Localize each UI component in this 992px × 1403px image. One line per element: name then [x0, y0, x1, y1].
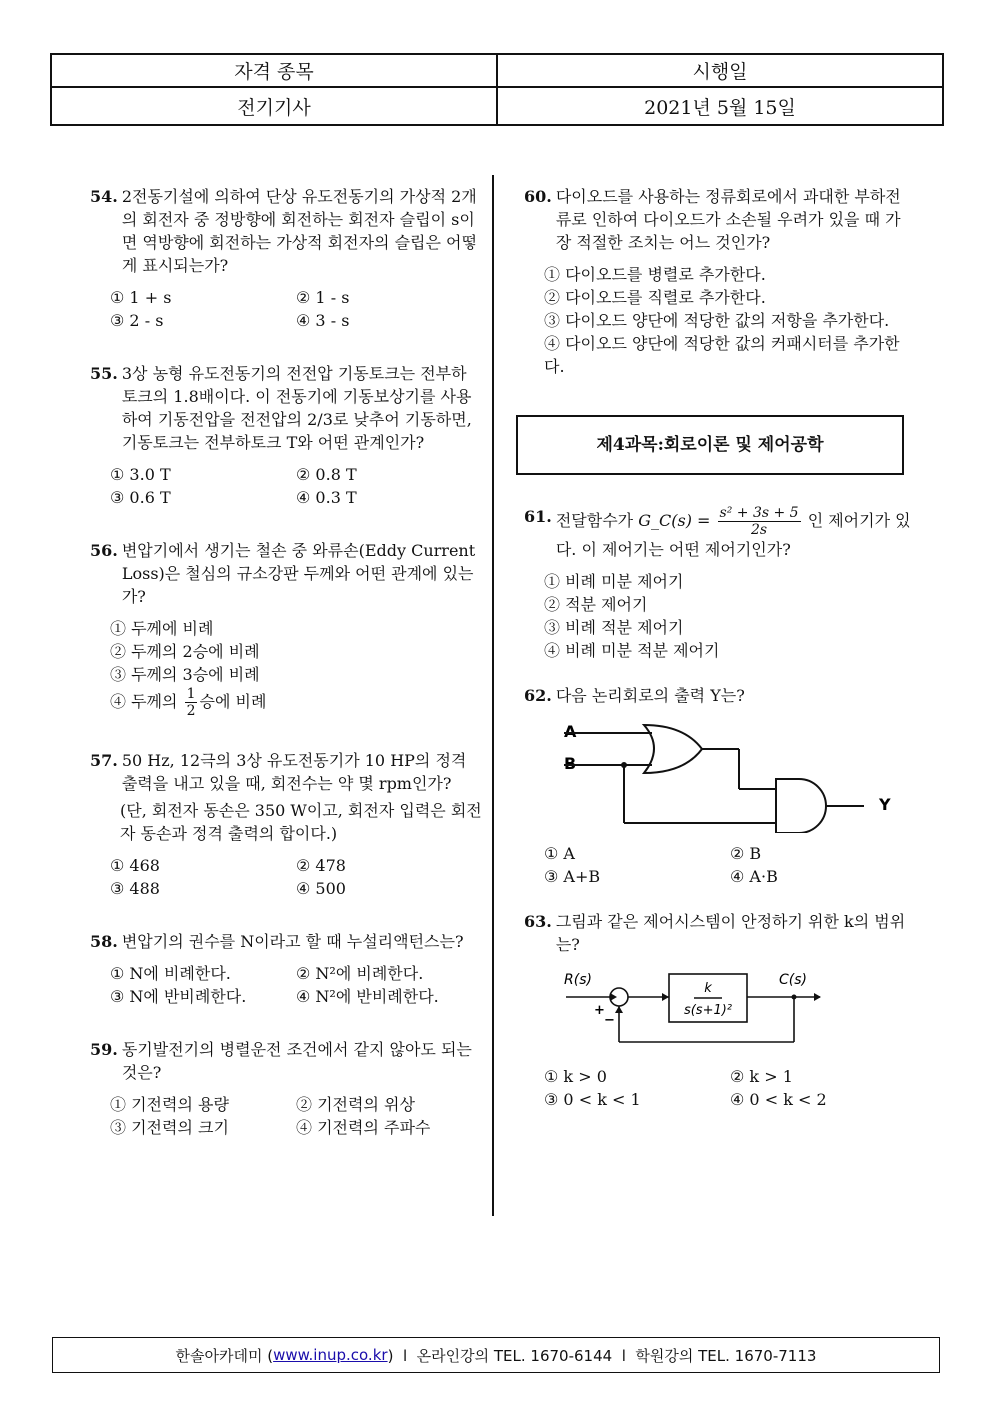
- question-63: [524, 910, 914, 1111]
- question-text-post: 인 제어기가 있다. 이 제어기는 어떤 제어기인가?: [555, 511, 911, 559]
- fraction-denominator: 2s: [751, 522, 768, 538]
- question-60: [524, 185, 914, 378]
- question-text: 그림과 같은 제어시스템이 안정하기 위한 k의 범위는?: [555, 912, 906, 954]
- option-4: ④ 0 < k < 2: [730, 1090, 827, 1109]
- section-title-box: [516, 415, 904, 475]
- question-number: 63.: [524, 912, 552, 931]
- question-58: [90, 930, 482, 1008]
- option-3: ③ 기전력의 크기: [110, 1118, 229, 1137]
- fraction-numerator: 1: [186, 686, 196, 702]
- question-55: [90, 362, 482, 509]
- header-value-date: 2021년 5월 15일: [497, 87, 943, 125]
- option-2: ② N²에 비례한다.: [296, 964, 424, 983]
- option-2: ② 1 - s: [296, 288, 350, 307]
- right-column: [524, 185, 914, 1133]
- option-1: ① k > 0: [544, 1067, 607, 1086]
- option-2: ② B: [730, 844, 762, 863]
- header-table: [50, 53, 944, 126]
- option-3: ③ A+B: [544, 867, 601, 886]
- header-label-date: 시행일: [497, 54, 943, 87]
- question-number: 58.: [90, 932, 118, 951]
- question-59: [90, 1038, 482, 1139]
- option-3: ③ 0 < k < 1: [544, 1090, 641, 1109]
- option-3: ③ 두께의 3승에 비례: [110, 665, 260, 684]
- question-number: 59.: [90, 1040, 118, 1059]
- block-numerator: k: [704, 981, 712, 996]
- option-2: ② 기전력의 위상: [296, 1095, 415, 1114]
- option-4: ④ 다이오드 양단에 적당한 값의 커패시터를 추가한다.: [544, 334, 900, 376]
- question-62: [524, 684, 914, 888]
- input-label-b: B: [564, 754, 577, 773]
- question-text: [556, 505, 914, 561]
- transfer-function-fraction: [718, 505, 801, 538]
- block-denominator: s(s+1)²: [683, 1003, 733, 1018]
- option-4: ④ A·B: [730, 867, 778, 886]
- option-1: ① 1 + s: [110, 288, 172, 307]
- question-text: 변압기의 권수를 N이라고 할 때 누설리액턴스는?: [121, 932, 464, 951]
- question-number: 60.: [524, 187, 552, 206]
- question-text: 다음 논리회로의 출력 Y는?: [555, 686, 745, 705]
- question-text-pre: 전달함수가: [555, 511, 639, 530]
- feedback-block-diagram: [524, 962, 824, 1057]
- question-56: [90, 539, 482, 719]
- option-1: ① 다이오드를 병렬로 추가한다.: [544, 265, 766, 284]
- input-label-a: A: [564, 722, 577, 741]
- option-2: ② 적분 제어기: [544, 595, 648, 614]
- fraction-one-half: [185, 686, 198, 719]
- junction-dot: [621, 762, 627, 768]
- option-4-prefix: ④ 두께의: [110, 692, 178, 711]
- option-3: ③ N에 반비례한다.: [110, 987, 247, 1006]
- question-number: 56.: [90, 541, 118, 560]
- option-4: [110, 686, 470, 719]
- option-4: ④ N²에 반비례한다.: [296, 987, 439, 1006]
- and-gate: [776, 779, 826, 833]
- fraction-denominator: 2: [186, 703, 196, 719]
- transfer-function-label: G_C(s) =: [638, 511, 711, 530]
- option-4: ④ 0.3 T: [296, 488, 357, 507]
- option-1: ① 기전력의 용량: [110, 1095, 229, 1114]
- option-3: ③ 비례 적분 제어기: [544, 618, 684, 637]
- or-gate: [644, 725, 702, 773]
- question-text: 변압기에서 생기는 철손 중 와류손(Eddy Current Loss)은 철심의 규소강판 두께와 어떤 관계에 있는가?: [121, 541, 476, 606]
- question-text: 3상 농형 유도전동기의 전전압 기동토크는 전부하토크의 1.8배이다. 이 전동기에 기동보상기를 사용하여 기동전압을 전전압의 2/3로 낮추어 기동하면, 기동토크는 전부하토크 T와 어떤 관계인가?: [121, 364, 472, 452]
- option-3: ③ 2 - s: [110, 311, 164, 330]
- logic-circuit-diagram: [524, 713, 904, 833]
- option-1: ① 3.0 T: [110, 465, 171, 484]
- option-2: ② k > 1: [730, 1067, 793, 1086]
- question-57: [90, 749, 482, 900]
- option-1: ① N에 비례한다.: [110, 964, 231, 983]
- input-label: R(s): [564, 972, 592, 988]
- question-number: 62.: [524, 686, 552, 705]
- option-4: ④ 500: [296, 879, 346, 898]
- option-2: ② 두께의 2승에 비례: [110, 642, 260, 661]
- question-text: 50 Hz, 12극의 3상 유도전동기가 10 HP의 정격 출력을 내고 있을 때, 회전수는 약 몇 rpm인가?: [121, 751, 467, 793]
- fraction-numerator: s² + 3s + 5: [719, 505, 799, 521]
- option-3: ③ 다이오드 양단에 적당한 값의 저항을 추가한다.: [544, 311, 890, 330]
- question-54: [90, 185, 482, 332]
- footer: [52, 1337, 940, 1373]
- option-4: ④ 기전력의 주파수: [296, 1118, 431, 1137]
- question-number: 55.: [90, 364, 118, 383]
- question-number: 61.: [524, 507, 552, 526]
- option-3: ③ 488: [110, 879, 160, 898]
- option-1: ① 비례 미분 제어기: [544, 572, 684, 591]
- header-value-subject: 전기기사: [51, 87, 497, 125]
- option-4: ④ 비례 미분 적분 제어기: [544, 641, 720, 660]
- question-number: 57.: [90, 751, 118, 770]
- footer-website-link[interactable]: www.inup.co.kr: [273, 1346, 388, 1364]
- question-text: 2전동기설에 의하여 단상 유도전동기의 가상적 2개의 회전자 중 정방향에 회전하는 회전자 슬립이 s이면 역방향에 회전하는 가상적 회전자의 슬립은 어떻게 표시되는가?: [121, 187, 477, 275]
- left-column: [90, 185, 482, 1161]
- option-1: ① A: [544, 844, 575, 863]
- footer-name: 한솔아카데미 (: [175, 1346, 274, 1365]
- option-2: ② 0.8 T: [296, 465, 357, 484]
- plus-sign: +: [594, 1003, 605, 1018]
- option-1: ① 468: [110, 856, 160, 875]
- minus-sign: −: [604, 1013, 615, 1028]
- output-label: C(s): [779, 972, 807, 988]
- question-text: 동기발전기의 병렬운전 조건에서 같지 않아도 되는 것은?: [121, 1040, 472, 1082]
- option-4: ④ 3 - s: [296, 311, 350, 330]
- output-label-y: Y: [879, 795, 891, 814]
- question-text: 다이오드를 사용하는 정류회로에서 과대한 부하전류로 인하여 다이오드가 소손될 우려가 있을 때 가장 적절한 조치는 어느 것인가?: [555, 187, 901, 252]
- option-2: ② 478: [296, 856, 346, 875]
- question-number: 54.: [90, 187, 118, 206]
- option-3: ③ 0.6 T: [110, 488, 171, 507]
- option-4-suffix: 승에 비례: [199, 692, 267, 711]
- header-label-subject: 자격 종목: [51, 54, 497, 87]
- column-divider: [492, 175, 494, 1216]
- question-61: [524, 505, 914, 662]
- option-1: ① 두께에 비례: [110, 619, 214, 638]
- footer-contact: ) l 온라인강의 TEL. 1670-6144 l 학원강의 TEL. 1670-7113: [387, 1346, 817, 1365]
- section-title: 제4과목:회로이론 및 제어공학: [596, 434, 824, 455]
- option-2: ② 다이오드를 직렬로 추가한다.: [544, 288, 766, 307]
- question-note: (단, 회전자 동손은 350 W이고, 회전자 입력은 회전자 동손과 정격 출력의 합이다.): [120, 801, 482, 843]
